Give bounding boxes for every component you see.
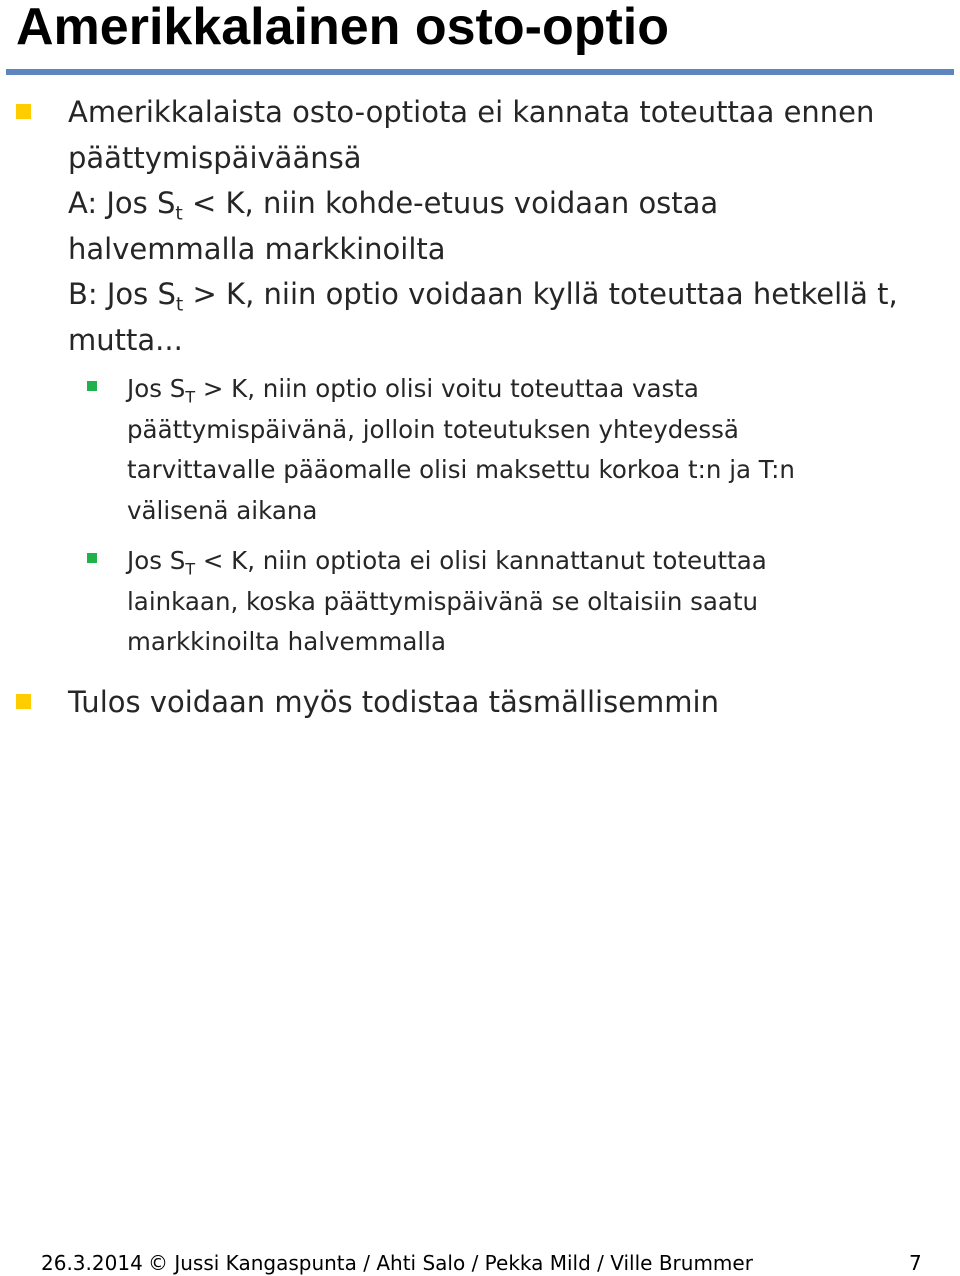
bullet-text-line: Jos $S_T > K$, niin optio olisi voitu toteuttaa vasta [127, 374, 699, 407]
bullet-text-line: päättymispäivänä, jolloin toteutuksen yhteydessä [127, 414, 739, 444]
title-divider [6, 69, 954, 75]
square-sub-bullet-icon [87, 381, 97, 391]
bullet-text-line: markkinoilta halvemmalla [127, 627, 446, 656]
bullet-text-line: Jos $S_T < K$, niin optiota ei olisi kannattanut toteuttaa [127, 546, 767, 579]
bullet-text-line: Amerikkalaista osto-optiota ei kannata toteuttaa ennen [68, 95, 875, 129]
bullet-text-line: A: Jos $S_t < K$, niin kohde-etuus voidaan ostaa [68, 186, 719, 225]
footer-date: 26.3.2014 [41, 1251, 143, 1275]
square-sub-bullet-icon [87, 553, 97, 563]
bullet-text-line: mutta... [68, 322, 183, 357]
bullet-text-line: välisenä aikana [127, 495, 318, 525]
bullet-text-line: päättymispäiväänsä [68, 140, 362, 175]
slide-footer [0, 1250, 960, 1276]
bullet-american-call [68, 90, 948, 363]
bullet-text-line: halvemmalla markkinoilta [68, 231, 446, 266]
bullet-text-line: B: Jos $S_t > K$, niin optio voidaan kyllä toteuttaa hetkellä t, [68, 277, 898, 316]
bullet-formal-proof [68, 680, 948, 726]
bullet-text-line: Tulos voidaan myös todistaa täsmällisemmin [68, 685, 719, 719]
sub-bullet-exercise-later [127, 369, 907, 531]
square-bullet-icon [16, 104, 31, 119]
bullet-text-line: lainkaan, koska päättymispäivänä se oltaisiin saatu [127, 586, 759, 616]
square-bullet-icon [16, 694, 31, 709]
sub-bullet-no-exercise [127, 541, 907, 663]
footer-authors: © Jussi Kangaspunta / Ahti Salo / Pekka Mild / Ville Brummer [148, 1251, 753, 1275]
page-number: 7 [909, 1251, 922, 1275]
slide-title: Amerikkalainen osto-optio [16, 0, 669, 56]
bullet-text-line: tarvittavalle pääomalle olisi maksettu korkoa t:n ja T:n [127, 455, 795, 484]
